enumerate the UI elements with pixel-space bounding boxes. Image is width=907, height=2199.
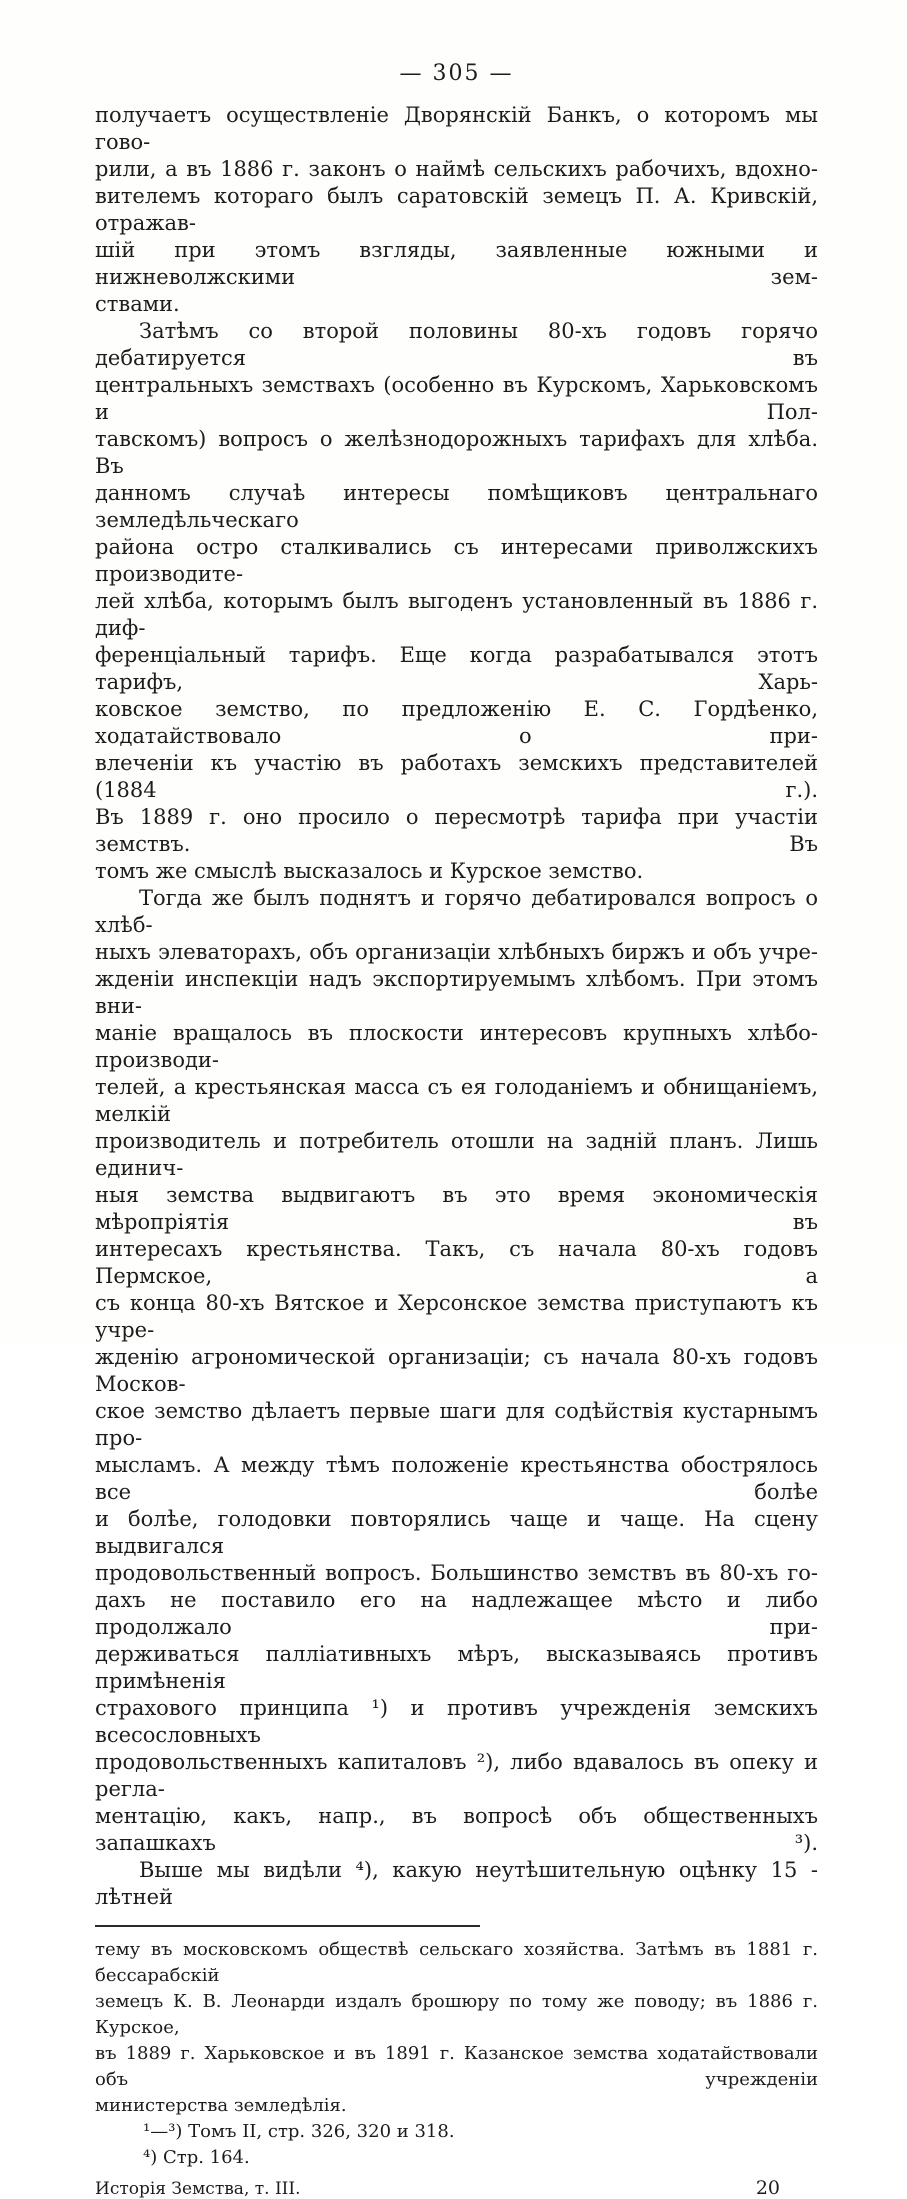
text-line: вителемъ котораго былъ саратовскій земецъ П. А. Кривскій, отражав- — [95, 184, 818, 235]
text-line: Тогда же былъ поднятъ и горячо дебатировался вопросъ о хлѣб- — [95, 886, 818, 937]
text-line: производитель и потребитель отошли на задній планъ. Лишь единич- — [95, 1129, 818, 1180]
text-line: Выше мы видѣли ⁴), какую неутѣшительную оцѣнку 15 - лѣтней — [95, 1858, 818, 1909]
text-line: ское земство дѣлаетъ первые шаги для содѣйствія кустарнымъ про- — [95, 1399, 818, 1450]
text-line: ⁴) Стр. 164. — [143, 2147, 250, 2168]
text-line: съ конца 80-хъ Вятское и Херсонское земства приступаютъ къ учре- — [95, 1291, 818, 1342]
text-line: центральныхъ земствахъ (особенно въ Курскомъ, Харьковскомъ и Пол- — [95, 373, 818, 424]
text-line: томъ же смыслѣ высказалось и Курское земство. — [95, 859, 644, 883]
text-line: страхового принципа ¹) и противъ учрежденія земскихъ всесословныхъ — [95, 1696, 818, 1747]
text-line: телей, а крестьянская масса съ ея голоданіемъ и обнищаніемъ, мелкій — [95, 1075, 818, 1126]
text-line: района остро сталкивались съ интересами приволжскихъ производите- — [95, 535, 818, 586]
text-line: мысламъ. А между тѣмъ положеніе крестьянства обострялось все болѣе — [95, 1453, 818, 1504]
paragraph — [95, 1857, 818, 1911]
paragraph — [95, 318, 818, 885]
paragraph — [95, 102, 818, 318]
text-line: получаетъ осуществленіе Дворянскій Банкъ, о которомъ мы гово- — [95, 103, 818, 154]
text-line: Въ 1889 г. оно просило о пересмотрѣ тарифа при участіи земствъ. Въ — [95, 805, 818, 856]
signature-number: 20 — [755, 2177, 780, 2199]
page-number: — 305 — — [399, 61, 514, 86]
page-footer — [95, 2177, 818, 2199]
paragraph — [95, 2119, 818, 2145]
text-line: маніе вращалось въ плоскости интересовъ крупныхъ хлѣбо-производи- — [95, 1021, 818, 1072]
text-line: въ 1889 г. Харьковское и въ 1891 г. Казанское земства ходатайствовали объ учрежденіи — [95, 2043, 818, 2090]
paragraph — [95, 2145, 818, 2171]
text-line: дахъ не поставило его на надлежащее мѣсто и либо продолжало при- — [95, 1588, 818, 1639]
text-line: министерства земледѣлія. — [95, 2095, 347, 2116]
text-line: продовольственный вопросъ. Большинство земствъ въ 80-хъ го- — [95, 1561, 818, 1585]
text-line: земецъ К. В. Леонарди издалъ брошюру по тому же поводу; въ 1886 г. Курское, — [95, 1991, 818, 2038]
text-line: шій при этомъ взгляды, заявленные южными и нижневолжскими зем- — [95, 238, 818, 289]
text-line: интересахъ крестьянства. Такъ, съ начала 80-хъ годовъ Пермское, а — [95, 1237, 818, 1288]
text-line: ныхъ элеваторахъ, объ организаціи хлѣбныхъ биржъ и объ учре- — [95, 940, 818, 964]
text-line: ствами. — [95, 292, 180, 316]
footnote-separator — [95, 1925, 480, 1927]
text-line: держиваться палліативныхъ мѣръ, высказываясь противъ примѣненія — [95, 1642, 818, 1693]
book-title: Исторія Земства, т. III. — [95, 2179, 301, 2199]
text-line: тему въ московскомъ обществѣ сельскаго хозяйства. Затѣмъ въ 1881 г. бессарабскій — [95, 1939, 818, 1986]
text-line: влеченіи къ участію въ работахъ земскихъ представителей (1884 г.). — [95, 751, 818, 802]
text-line: жденіи инспекціи надъ экспортируемымъ хлѣбомъ. При этомъ вни- — [95, 967, 818, 1018]
text-line: ференціальный тарифъ. Еще когда разрабатывался этотъ тарифъ, Харь- — [95, 643, 818, 694]
text-line: ныя земства выдвигаютъ въ это время экономическія мѣропріятія въ — [95, 1183, 818, 1234]
text-line: и болѣе, голодовки повторялись чаще и чаще. На сцену выдвигался — [95, 1507, 818, 1558]
paragraph — [95, 885, 818, 1857]
footnote-block — [95, 1937, 818, 2171]
text-line: ковское земство, по предложенію Е. С. Гордѣенко, ходатайствовало о при- — [95, 697, 818, 748]
text-line: ¹—³) Томъ II, стр. 326, 320 и 318. — [143, 2121, 455, 2142]
text-line: тавскомъ) вопросъ о желѣзнодорожныхъ тарифахъ для хлѣба. Въ — [95, 427, 818, 478]
paragraph — [95, 1937, 818, 2119]
text-line: данномъ случаѣ интересы помѣщиковъ центральнаго земледѣльческаго — [95, 481, 818, 532]
text-line: Затѣмъ со второй половины 80-хъ годовъ горячо дебатируется въ — [95, 319, 818, 370]
text-line: продовольственныхъ капиталовъ ²), либо вдавалось въ опеку и регла- — [95, 1750, 818, 1801]
text-line: рили, а въ 1886 г. законъ о наймѣ сельскихъ рабочихъ, вдохно- — [95, 157, 818, 181]
text-line: жденію агрономической организаціи; съ начала 80-хъ годовъ Москов- — [95, 1345, 818, 1396]
body-text — [95, 102, 818, 1911]
text-line: лей хлѣба, которымъ былъ выгоденъ установленный въ 1886 г. диф- — [95, 589, 818, 640]
text-line: ментацію, какъ, напр., въ вопросѣ объ общественныхъ запашкахъ ³). — [95, 1804, 818, 1855]
